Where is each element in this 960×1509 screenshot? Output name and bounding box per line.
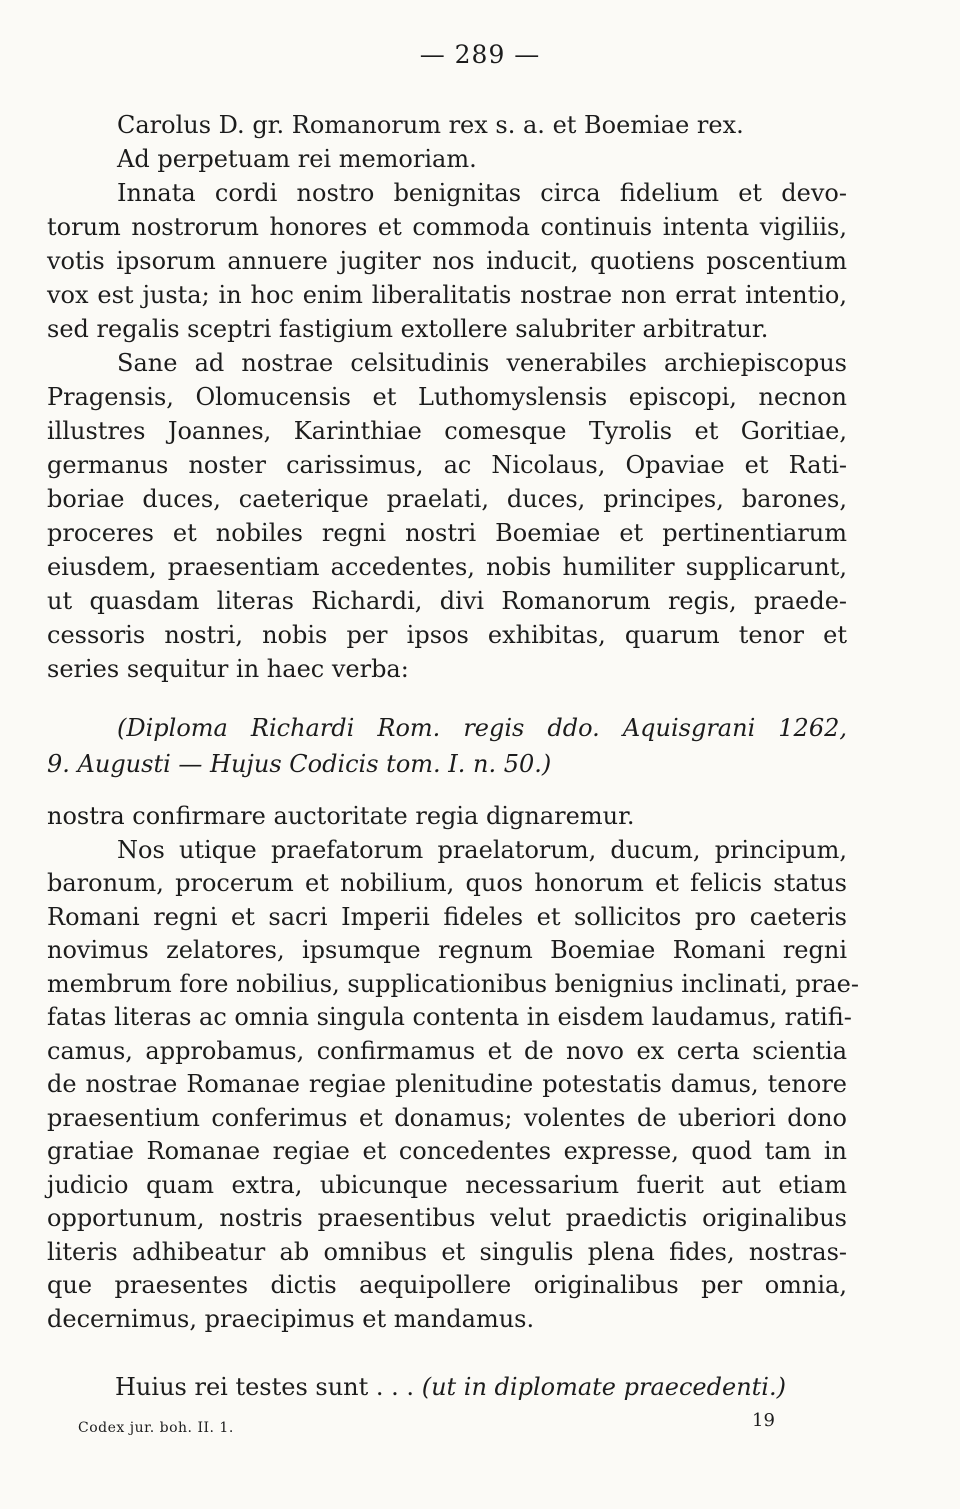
text-line: torum nostrorum honores et commoda continuis intenta vigiliis, — [47, 213, 847, 241]
text-line: que praesentes dictis aequipollere originalibus per omnia, — [47, 1271, 847, 1299]
text-line: opportunum, nostris praesentibus velut praedictis originalibus — [47, 1204, 847, 1232]
text-line: praesentium conferimus et donamus; volentes de uberiori dono — [47, 1103, 847, 1132]
text-line: boriae duces, caeterique praelati, duces, principes, barones, — [47, 485, 847, 513]
text-line: Innata cordi nostro benignitas circa fidelium et devo- — [117, 179, 847, 207]
text-line: nostra confirmare auctoritate regia dignaremur. — [47, 802, 635, 830]
witnesses-text: Huius rei testes sunt . . . — [115, 1373, 415, 1401]
text-line: decernimus, praecipimus et mandamus. — [47, 1304, 535, 1333]
witnesses-italic: (ut in diplomate praecedenti.) — [421, 1373, 786, 1401]
text-line: votis ipsorum annuere jugiter nos inducit, quotiens poscentium — [47, 247, 847, 275]
paragraph-1 — [47, 176, 847, 346]
italic-line: (Diploma Richardi Rom. regis ddo. Aquisgrani 1262, — [117, 714, 847, 742]
text-line: illustres Joannes, Karinthiae comesque Tyrolis et Goritiae, — [47, 417, 847, 445]
main-text-lower — [47, 800, 859, 1336]
text-line: eiusdem, praesentiam accedentes, nobis humiliter supplicarunt, — [47, 553, 847, 581]
text-line: de nostrae Romanae regiae plenitudine potestatis damus, tenore — [47, 1070, 847, 1098]
text-line: Romani regni et sacri Imperii fideles et sollicitos pro caeteris — [47, 902, 847, 931]
main-text-upper — [47, 108, 847, 686]
text-line: gratiae Romanae regiae et concedentes expresse, quod tam in — [47, 1137, 847, 1165]
opening-line: Carolus D. gr. Romanorum rex s. a. et Boemiae rex. — [117, 111, 744, 139]
opening-block — [47, 108, 847, 176]
text-line: germanus noster carissimus, ac Nicolaus, Opaviae et Rati- — [47, 451, 847, 479]
diploma-reference — [47, 710, 847, 782]
text-line: fatas literas ac omnia singula contenta in eisdem laudamus, ratifi- — [47, 1003, 852, 1031]
text-line: baronum, procerum et nobilium, quos honorum et felicis status — [47, 869, 847, 897]
opening-line: Ad perpetuam rei memoriam. — [117, 145, 477, 173]
footer-source: Codex jur. boh. II. 1. — [78, 1420, 234, 1436]
text-line: proceres et nobiles regni nostri Boemiae et pertinentiarum — [47, 519, 847, 547]
text-line: novimus zelatores, ipsumque regnum Boemiae Romani regni — [47, 936, 847, 964]
text-line: judicio quam extra, ubicunque necessarium fuerit aut etiam — [47, 1170, 847, 1199]
text-line: Nos utique praefatorum praelatorum, ducum, principum, — [117, 835, 847, 864]
text-line: sed regalis sceptri fastigium extollere salubriter arbitratur. — [47, 315, 769, 343]
text-line: Pragensis, Olomucensis et Luthomyslensis episcopi, necnon — [47, 383, 847, 411]
text-line: cessoris nostri, nobis per ipsos exhibitas, quarum tenor et — [47, 621, 847, 649]
text-line: series sequitur in haec verba: — [47, 655, 409, 683]
page-number: — 289 — — [419, 40, 541, 69]
text-line: literis adhibeatur ab omnibus et singulis plena fides, nostras- — [47, 1237, 847, 1266]
signature-mark: 19 — [752, 1410, 775, 1431]
witnesses-line — [115, 1370, 786, 1404]
text-line: camus, approbamus, confirmamus et de novo ex certa scientia — [47, 1036, 847, 1065]
text-line: membrum fore nobilius, supplicationibus benignius inclinati, prae- — [47, 969, 859, 998]
paragraph-2 — [47, 346, 847, 686]
text-line: Sane ad nostrae celsitudinis venerabiles archiepiscopus — [117, 349, 847, 377]
italic-line: 9. Augusti — Hujus Codicis tom. I. n. 50.) — [47, 750, 552, 778]
text-line: ut quasdam literas Richardi, divi Romanorum regis, praede- — [47, 587, 847, 615]
paragraph-4 — [47, 834, 859, 1337]
text-line: vox est justa; in hoc enim liberalitatis nostrae non errat intentio, — [47, 281, 847, 309]
